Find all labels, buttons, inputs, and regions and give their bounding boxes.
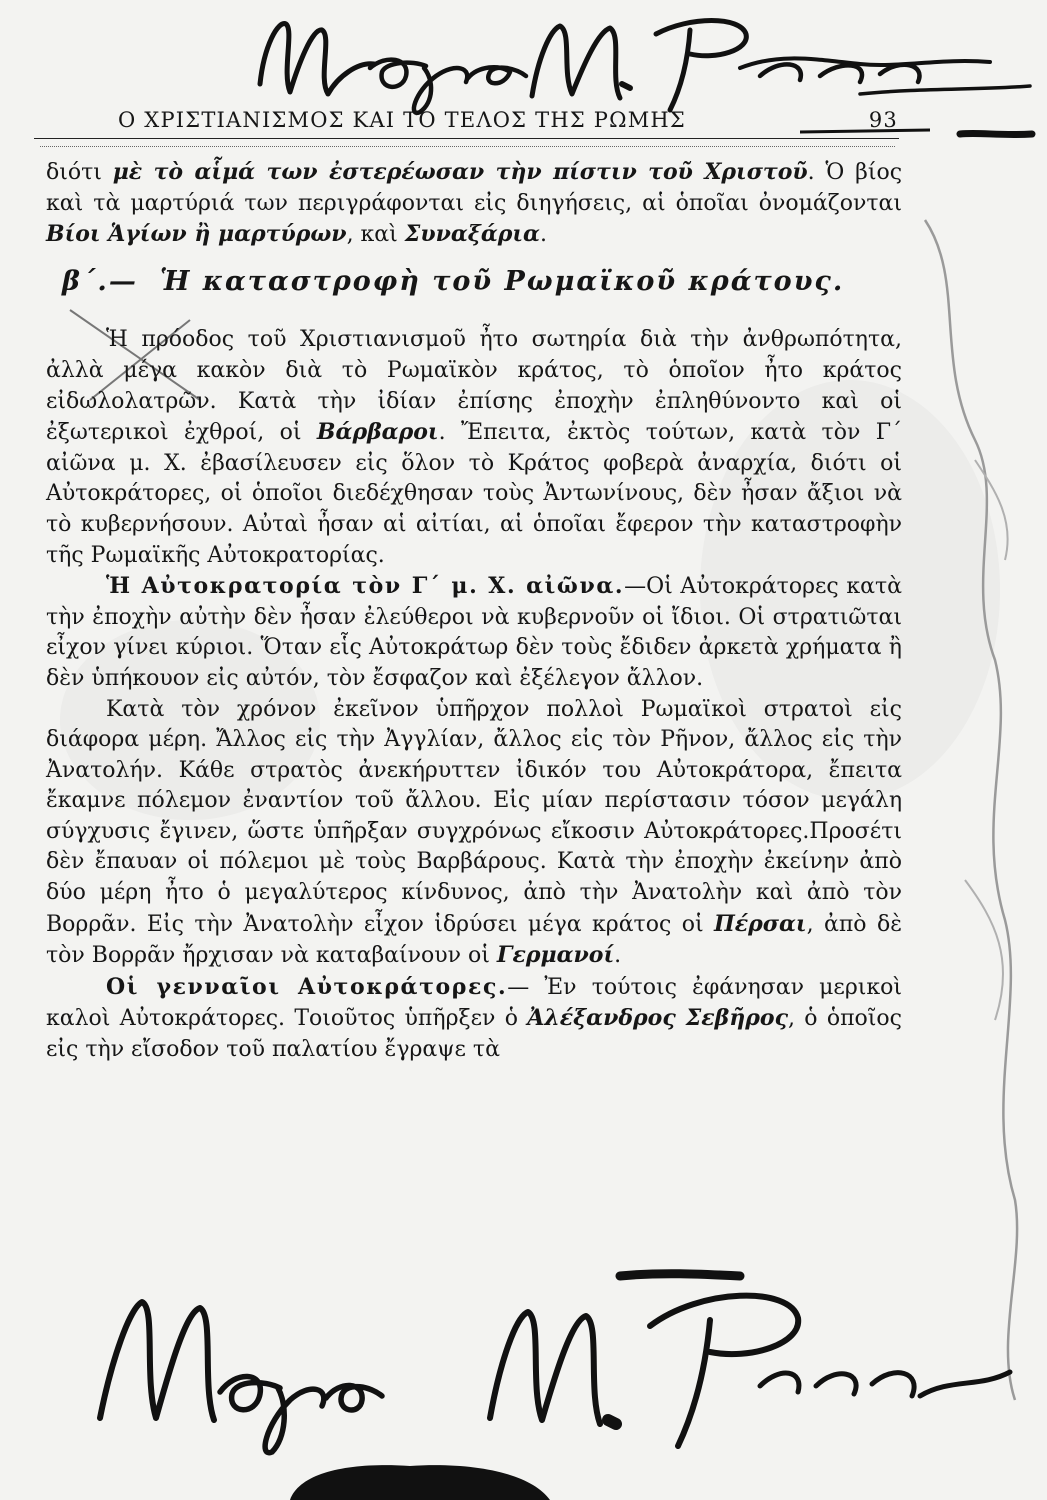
term-barbarians: Βάρβαροι [316,419,439,446]
emphasis-phrase: μὲ τὸ αἷμά των ἐστερέωσαν τὴν πίστιν τοῦ Χριστοῦ [112,159,808,185]
running-head [118,108,898,138]
ink-underline-mark [800,122,1040,152]
term-synaxaria: Συναξάρια [404,221,540,248]
paragraph-third-century: Ἡ Αὐτοκρατορία τὸν Γ΄ μ. Χ. αἰῶνα.—Οἱ Αὐτοκράτορες κατὰ τὴν ἐποχὴν αὐτὴν δὲν ἦσαν ἐλεύθεροι νὰ κυβερνοῦν οἱ ἴδιοι. Οἱ στρατιῶται εἶχον γίνει κύριοι. Ὅταν εἷς Αὐτοκράτωρ δὲν τοὺς ἔδιδεν ἀρκετὰ χρήματα ἢ δὲν ὑπήκουον εἰς αὐτόν, τὸν ἔσφαζον καὶ ἐξέλεγον ἄλλον. [46,573,902,691]
header-rule [34,138,899,139]
section-title: Ἡ καταστροφὴ τοῦ Ρωμαϊκοῦ κράτους. [159,265,845,297]
term-alexander-severus: Ἀλέξανδρος Σεβῆρος [527,1005,788,1032]
header-dotted-rule [40,146,895,147]
running-title: Ο ΧΡΙΣΤΙΑΝΙΣΜΟΣ ΚΑΙ ΤΟ ΤΕΛΟΣ ΤΗΣ ΡΩΜΗΣ [118,108,686,132]
page-number: 93 [868,108,898,132]
pencil-margin-scribble [905,160,1045,1410]
rubric-third-century: Ἡ Αὐτοκρατορία τὸν Γ΄ μ. Χ. αἰῶνα. [106,573,625,600]
term-lives-of-saints: Βίοι Ἁγίων ἢ μαρτύρων [46,221,347,248]
bottom-signature-image [60,1268,1020,1468]
rubric-brave-emperors: Οἱ γενναῖοι Αὐτοκράτορες. [106,973,508,1000]
paragraph-brave-emperors: Οἱ γενναῖοι Αὐτοκράτορες.— Ἐν τούτοις ἐφάνησαν μερικοὶ καλοὶ Αὐτοκράτορες. Τοιοῦτος ὑπῆρξεν ὁ Ἀλέξανδρος Σεβῆρος, ὁ ὁποῖος εἰς τὴν εἴσοδον τοῦ παλατίου ἔγραψε τὰ [46,973,902,1063]
term-germans: Γερμανοί [496,942,615,969]
paragraph-progress-of-christianity: Ἡ πρόοδος τοῦ Χριστιανισμοῦ ἦτο σωτηρία διὰ τὴν ἀνθρωπότητα, ἀλλὰ μέγα κακὸν διὰ τὸ Ρωμαϊκὸν κράτος, τὸ ὁποῖον ἦτο κράτος εἰδωλολατρῶν. Κατὰ τὴν ἰδίαν ἐπίσης ἐποχὴν ἐπληθύνοντο καὶ οἱ ἐξωτερικοὶ ἐχθροί, οἱ Βάρβαροι. Ἔπειτα, ἐκτὸς τούτων, κατὰ τὸν Γ΄ αἰῶνα μ. Χ. ἐβασίλευσεν εἰς ὅλον τὸ Κράτος φοβερὰ ἀναρχία, διότι οἱ Αὐτοκράτορες, οἱ ὁποῖοι διεδέχθησαν τοὺς Ἀντωνίνους, δὲν ἦσαν ἄξιοι νὰ τὸ κυβερνήσουν. Αὐταὶ ἦσαν αἱ αἰτίαι, αἱ ὁποῖαι ἔφερον τὴν καταστροφὴν τῆς Ρωμαϊκῆς Αὐτοκρατορίας. [46,327,902,568]
ink-blot [290,1462,550,1500]
carry-over-paragraph: διότι μὲ τὸ αἷμά των ἐστερέωσαν τὴν πίστιν τοῦ Χριστοῦ. Ὁ βίος καὶ τὰ μαρτύριά των περιγράφονται εἰς διηγήσεις, αἱ ὁποῖαι ὀνομάζονται Βίοι Ἁγίων ἢ μαρτύρων, καὶ Συναξάρια. [46,159,903,248]
paragraph-many-armies: Κατὰ τὸν χρόνον ἐκεῖνον ὑπῆρχον πολλοὶ Ρωμαϊκοὶ στρατοὶ εἰς διάφορα μέρη. Ἄλλος εἰς τὴν Ἀγγλίαν, ἄλλος εἰς τὸν Ρῆνον, ἄλλος εἰς τὴν Ἀνατολήν. Κάθε στρατὸς ἀνεκήρυττεν ἰδικόν του Αὐτοκράτορα, ἔπειτα ἔκαμνε πόλεμον ἐναντίον τοῦ ἄλλου. Εἰς μίαν περίστασιν τόσον μεγάλη σύγχυσις ἔγινεν, ὥστε ὑπῆρξαν συγχρόνως εἴκοσιν Αὐτοκράτορες.Προσέτι δὲν ἔπαυαν οἱ πόλεμοι μὲ τοὺς Βαρβάρους. Κατὰ τὴν ἐποχὴν ἐκείνην ἀπὸ δύο μέρη ἦτο ὁ μεγαλύτερος κίνδυνος, ἀπὸ τὴν Ἀνατολὴν καὶ ἀπὸ τὸν Βορρᾶν. Εἰς τὴν Ἀνατολὴν εἶχον ἱδρύσει μέγα κράτος οἱ Πέρσαι, ἀπὸ δὲ τὸν Βορρᾶν ἤρχισαν νὰ καταβαίνουν οἱ Γερμανοί. [46,696,902,969]
section-heading [46,267,902,298]
term-persians: Πέρσαι [713,910,807,937]
page-body [46,157,902,1066]
section-number: β΄.— [62,265,138,297]
